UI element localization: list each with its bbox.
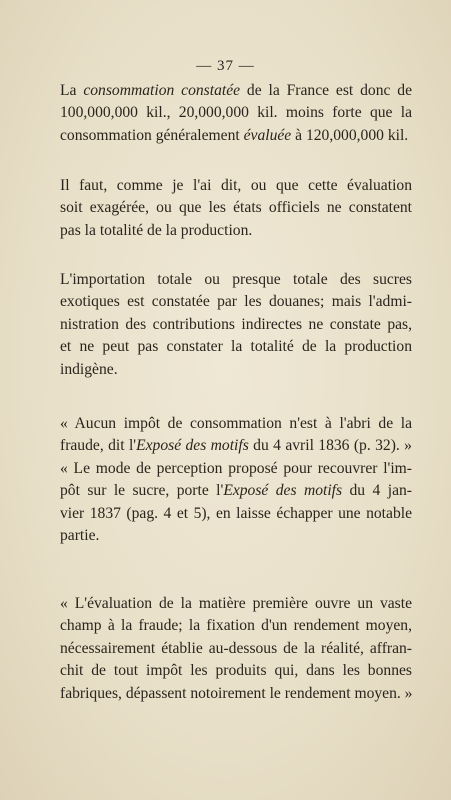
paragraph-consumption xyxy=(60,80,412,147)
text-line: « Aucun impôt de consommation n'est à l'abri de la xyxy=(60,415,412,432)
paragraph-evaluation xyxy=(60,175,412,242)
page-number: — 37 — xyxy=(196,58,255,74)
text-line: La consommation constatée de la France est donc de xyxy=(60,82,412,99)
text-line: pas la totalité de la production. xyxy=(60,221,253,239)
text-line: partie. xyxy=(60,527,100,545)
text-line: « L'évaluation de la matière première ouvre un vaste xyxy=(60,595,412,612)
text-line: « Le mode de perception proposé pour recouvrer l'im- xyxy=(60,459,412,477)
text-line: exotiques est constatée par les douanes; mais l'admi- xyxy=(60,293,412,311)
text-line: nécessairement établie au-dessous de la réalité, affran- xyxy=(60,639,412,657)
italic-text: Exposé des motifs xyxy=(223,482,343,500)
italic-text: consommation constatée xyxy=(83,82,241,99)
text-line: fraude, dit l'Exposé des motifs du 4 avril 1836 (p. 32). » xyxy=(60,437,412,455)
text-line: consommation généralement évaluée à 120,000,000 kil. xyxy=(60,126,409,144)
text-line: L'importation totale ou presque totale des sucres xyxy=(60,271,412,288)
text-line: 100,000,000 kil., 20,000,000 kil. moins forte que la xyxy=(60,104,412,122)
text-line: pôt sur le sucre, porte l'Exposé des motifs du 4 jan- xyxy=(60,482,412,500)
text-line: vier 1837 (pag. 4 et 5), en laisse échapper une notable xyxy=(60,504,412,522)
text-line: indigène. xyxy=(60,360,118,378)
text-line: soit exagérée, ou que les états officiels ne constatent xyxy=(60,199,412,217)
paragraph-raw-material-quote xyxy=(60,593,412,705)
text-line: Il faut, comme je l'ai dit, ou que cette évaluation xyxy=(60,177,412,194)
italic-text: évaluée xyxy=(243,126,292,144)
text-line: chit de tout impôt les produits qui, dans les bonnes xyxy=(60,662,412,680)
text-line: et ne peut pas constater la totalité de la production xyxy=(60,338,412,356)
text-line: champ à la fraude; la fixation d'un rendement moyen, xyxy=(60,617,412,635)
text-line: nistration des contributions indirectes ne constate pas, xyxy=(60,315,412,333)
paragraph-fraud-quote xyxy=(60,413,412,547)
italic-text: Exposé des motifs xyxy=(136,437,249,455)
paragraph-importation xyxy=(60,269,412,381)
text-line: fabriques, dépassent notoirement le rendement moyen. » xyxy=(60,684,413,702)
